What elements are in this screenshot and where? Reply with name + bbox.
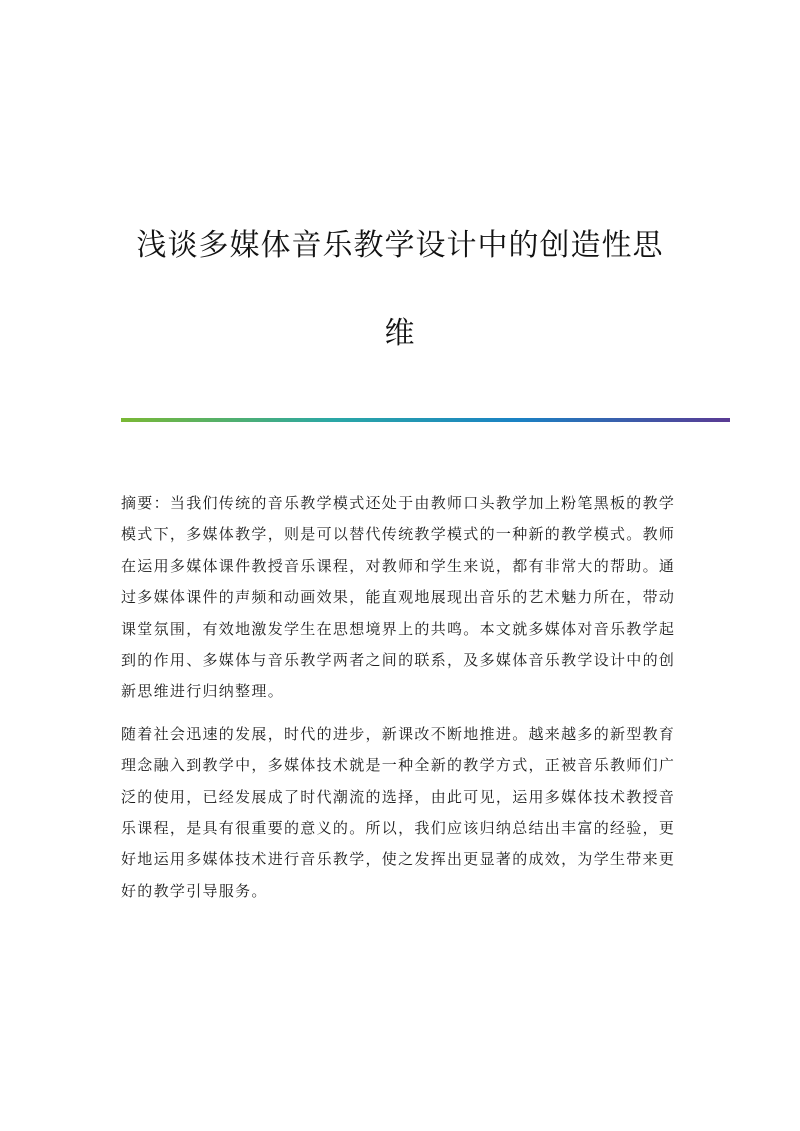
text-line: 好地运用多媒体技术进行音乐教学，使之发挥出更显著的成效，为学生带来更 — [121, 850, 676, 869]
text-line: 课堂氛围，有效地激发学生在思想境界上的共鸣。本文就多媒体对音乐教学起 — [121, 619, 676, 638]
document-title — [110, 202, 690, 378]
text-line: 新思维进行归纳整理。 — [121, 682, 285, 701]
text-line: 好的教学引导服务。 — [121, 881, 268, 900]
document-body — [121, 488, 676, 918]
text-line: 到的作用、多媒体与音乐教学两者之间的联系，及多媒体音乐教学设计中的创 — [121, 651, 676, 670]
text-line: 模式下，多媒体教学，则是可以替代传统教学模式的一种新的教学模式。教师 — [121, 525, 676, 544]
text-line: 随着社会迅速的发展，时代的进步，新课改不断地推进。越来越多的新型教育 — [121, 724, 676, 743]
abstract-paragraph — [121, 488, 676, 708]
title-line-2: 维 — [384, 316, 416, 352]
text-line: 在运用多媒体课件教授音乐课程，对教师和学生来说，都有非常大的帮助。通 — [121, 556, 676, 575]
gradient-divider — [121, 418, 730, 422]
title-line-1: 浅谈多媒体音乐教学设计中的创造性思 — [136, 228, 664, 264]
text-line: 乐课程，是具有很重要的意义的。所以，我们应该归纳总结出丰富的经验，更 — [121, 819, 676, 838]
text-line: 过多媒体课件的声频和动画效果，能直观地展现出音乐的艺术魅力所在，带动 — [121, 588, 676, 607]
text-line: 泛的使用，已经发展成了时代潮流的选择，由此可见，运用多媒体技术教授音 — [121, 787, 676, 806]
text-line: 摘要：当我们传统的音乐教学模式还处于由教师口头教学加上粉笔黑板的教学 — [121, 494, 676, 512]
body-paragraph — [121, 719, 676, 907]
text-line: 理念融入到教学中，多媒体技术就是一种全新的教学方式，正被音乐教师们广 — [121, 756, 676, 775]
